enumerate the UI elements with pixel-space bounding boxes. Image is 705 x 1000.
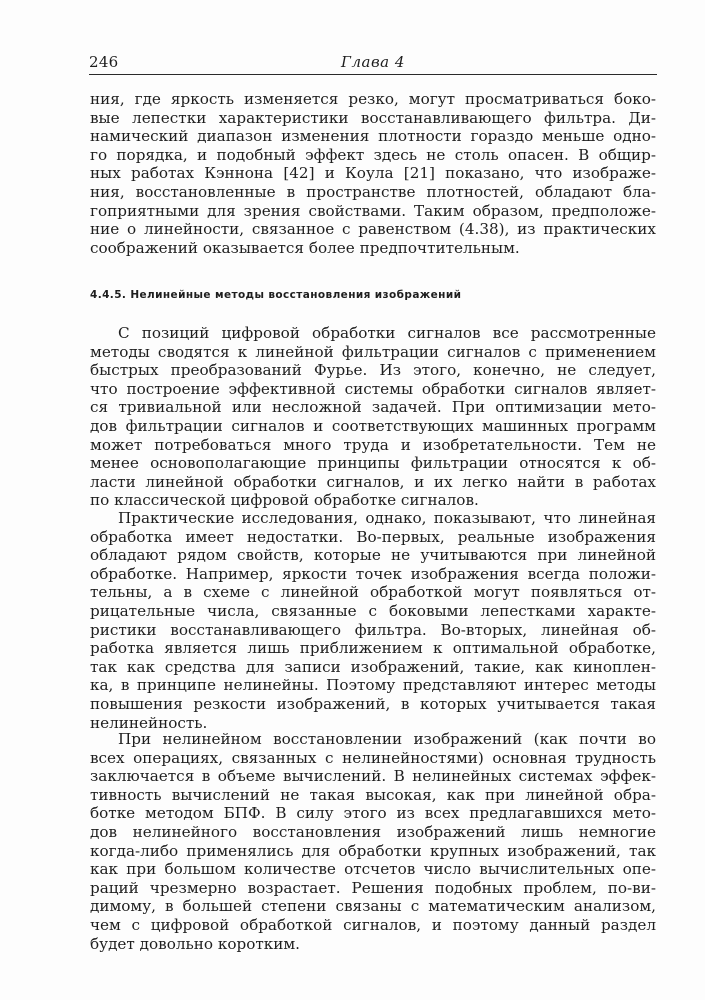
text-line: ние о линейности, связанное с равенством (4.38), из практических (90, 220, 656, 239)
text-line: ных работах Кэннона [42] и Коула [21] показано, что изображе- (90, 164, 656, 183)
text-line: обладают рядом свойств, которые не учитываются при линейной (90, 546, 656, 565)
text-line: ния, где яркость изменяется резко, могут просматриваться боко- (90, 90, 656, 108)
paragraph-1 (90, 324, 656, 510)
text-line: что построение эффективной системы обработки сигналов являет- (90, 379, 656, 398)
text-line: ботке методом БПФ. В силу этого из всех предлагавшихся мето- (90, 804, 656, 823)
page-number: 246 (89, 53, 119, 71)
page-header (89, 53, 657, 75)
text-line: го порядка, и подобный эффект здесь не столь опасен. В общир- (90, 145, 656, 164)
paragraph-3 (90, 730, 656, 953)
text-line: всех операциях, связанных с нелинейностями) основная трудность (90, 748, 656, 767)
text-line: Практические исследования, однако, показывают, что линейная (118, 509, 656, 527)
text-line: обработке. Например, яркости точек изображения всегда положи- (90, 564, 656, 583)
text-line: С позиций цифровой обработки сигналов все рассмотренные (118, 324, 656, 342)
text-line: ка, в принципе нелинейны. Поэтому представляют интерес методы (90, 676, 656, 695)
text-line: менее основополагающие принципы фильтрации относятся к об- (90, 454, 656, 473)
text-line: по классической цифровой обработке сигналов. (90, 491, 479, 510)
text-line: раций чрезмерно возрастает. Решения подобных проблем, по-ви- (90, 878, 656, 897)
text-line: соображений оказывается более предпочтительным. (90, 238, 520, 257)
intro-paragraph (90, 90, 656, 257)
header-rule (89, 74, 657, 75)
text-line: так как средства для записи изображений, такие, как киноплен- (90, 657, 656, 676)
text-line: тивность вычислений не такая высокая, как при линейной обра- (90, 785, 656, 804)
text-line: дов фильтрации сигналов и соответствующих машинных программ (90, 416, 656, 435)
text-line: гоприятными для зрения свойствами. Таким образом, предположе- (90, 201, 656, 220)
paragraph-2 (90, 509, 656, 732)
text-line: может потребоваться много труда и изобретательности. Тем не (90, 435, 656, 454)
text-line: чем с цифровой обработкой сигналов, и поэтому данный раздел (90, 915, 656, 934)
text-line: нелинейность. (90, 713, 208, 732)
text-line: быстрых преобразований Фурье. Из этого, конечно, не следует, (90, 361, 656, 380)
text-line: будет довольно коротким. (90, 934, 301, 953)
text-line: методы сводятся к линейной фильтрации сигналов с применением (90, 342, 656, 361)
text-line: обработка имеет недостатки. Во-первых, реальные изображения (90, 527, 656, 546)
section-heading: 4.4.5. Нелинейные методы восстановления изображений (90, 289, 462, 301)
text-line: намический диапазон изменения плотности гораздо меньше одно- (90, 127, 656, 146)
text-line: димому, в большей степени связаны с математическим анализом, (90, 897, 656, 916)
text-line: ласти линейной обработки сигналов, и их легко найти в работах (90, 472, 656, 491)
text-line: вые лепестки характеристики восстанавливающего фильтра. Ди- (90, 108, 656, 127)
text-line: дов нелинейного восстановления изображений лишь немногие (90, 822, 656, 841)
text-line: заключается в объеме вычислений. В нелинейных системах эффек- (90, 767, 656, 786)
text-line: повышения резкости изображений, в которых учитывается такая (90, 694, 656, 713)
running-title: Глава 4 (341, 53, 405, 71)
text-line: тельны, а в схеме с линейной обработкой могут появляться от- (90, 583, 656, 602)
text-line: работка является лишь приближением к оптимальной обработке, (90, 639, 656, 658)
text-line: ристики восстанавливающего фильтра. Во-вторых, линейная об- (90, 620, 656, 639)
text-line: ся тривиальной или несложной задачей. При оптимизации мето- (90, 398, 656, 417)
text-line: ния, восстановленные в пространстве плотностей, обладают бла- (90, 182, 656, 201)
text-line: рицательные числа, связанные с боковыми лепестками характе- (90, 601, 656, 620)
text-line: как при большом количестве отсчетов число вычислительных опе- (90, 860, 656, 879)
text-line: когда-либо применялись для обработки крупных изображений, так (90, 841, 656, 860)
text-line: При нелинейном восстановлении изображений (как почти во (118, 730, 656, 748)
